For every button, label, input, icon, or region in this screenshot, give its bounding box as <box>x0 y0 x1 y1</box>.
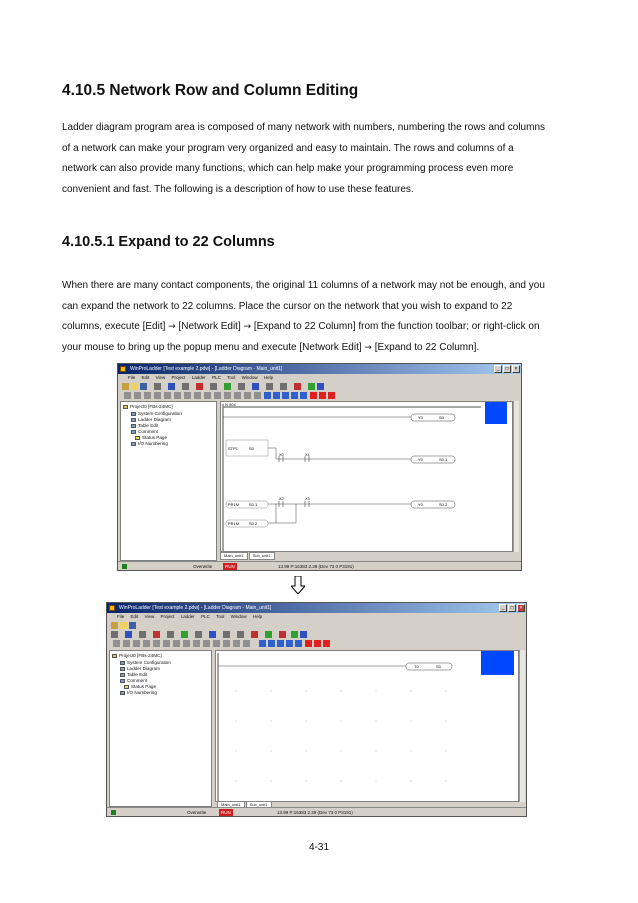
contact-icon[interactable] <box>224 392 231 399</box>
tool-icon[interactable] <box>168 383 175 390</box>
function-block-label: PR1M <box>228 521 240 526</box>
delete-icon[interactable] <box>310 392 317 399</box>
tree-node-project[interactable]: Project0 [FBs-24MC] <box>123 404 173 409</box>
project-icon <box>112 654 117 658</box>
body-text: your mouse to bring up the popup menu and execute [Network Edit] <box>62 341 365 353</box>
tool-icon[interactable] <box>317 383 324 390</box>
tool-icon[interactable] <box>252 383 259 390</box>
function-block-icon[interactable] <box>277 640 284 647</box>
menu-ladder[interactable]: Ladder <box>191 375 206 380</box>
function-block-icon[interactable] <box>282 392 289 399</box>
tool-icon[interactable] <box>265 631 272 638</box>
tool-icon[interactable] <box>125 631 132 638</box>
tab-main-unit[interactable]: Main_unit1 <box>217 801 245 809</box>
body-paragraph <box>62 276 574 358</box>
status-info: 13.99 P:16383 2.39 (Dev 73 0 P3191) <box>278 564 354 569</box>
close-button[interactable]: × <box>512 365 520 373</box>
tree-node-status-page[interactable]: Status Page <box>124 684 156 689</box>
status-icon <box>122 564 127 569</box>
contact-label: X2 <box>279 497 284 501</box>
screenshot-after-window <box>106 602 527 817</box>
tool-icon[interactable] <box>195 631 202 638</box>
page-icon <box>135 436 140 440</box>
status-info: 13.99 P:16383 2.39 (Dev 73 0 P3191) <box>277 810 353 815</box>
tree-node-table-edit[interactable]: Table Edit <box>131 423 158 428</box>
function-block-icon[interactable] <box>300 392 307 399</box>
tree-node-ladder-diagram[interactable]: Ladder Diagram <box>120 666 160 671</box>
tool-icon[interactable] <box>280 383 287 390</box>
tool-icon[interactable] <box>154 383 161 390</box>
screenshot-before-window <box>117 363 522 571</box>
tree-node-table-edit[interactable]: Table Edit <box>120 672 147 677</box>
contact-icon[interactable] <box>124 392 131 399</box>
status-icon <box>111 810 116 815</box>
window-title: WinProLadder [Test example 2.pdw] - [Ladder Diagram - Main_unit1] <box>119 605 272 611</box>
down-arrow-icon <box>291 576 305 594</box>
maximize-button[interactable]: □ <box>508 604 516 612</box>
status-bar <box>107 807 526 816</box>
ladder-toolbar <box>109 639 524 648</box>
coil-label: T0 <box>414 664 419 669</box>
page-icon <box>124 685 129 689</box>
unit-tabs <box>220 552 276 558</box>
menu-help[interactable]: Help <box>263 375 274 380</box>
function-block-operand: S0 <box>249 446 254 451</box>
cursor-highlight <box>481 651 514 675</box>
tool-icon[interactable] <box>279 631 286 638</box>
tree-node-comment[interactable]: Comment <box>120 678 147 683</box>
menu-help[interactable]: Help <box>252 614 263 619</box>
contact-icon[interactable] <box>213 640 220 647</box>
contact-icon[interactable] <box>193 640 200 647</box>
menu-window[interactable]: Window <box>230 614 247 619</box>
body-line: When there are many contact components, the original 11 columns of a network may not be enough, and you <box>62 280 545 291</box>
project-tree <box>120 401 217 561</box>
app-icon <box>109 605 115 611</box>
tool-icon[interactable] <box>111 631 118 638</box>
save-icon[interactable] <box>140 383 147 390</box>
contact-icon[interactable] <box>234 392 241 399</box>
new-file-icon[interactable] <box>111 622 118 629</box>
menu-file[interactable]: File <box>117 614 125 619</box>
tool-icon[interactable] <box>139 631 146 638</box>
maximize-button[interactable]: □ <box>503 365 511 373</box>
tree-node-status-page[interactable]: Status Page <box>135 435 167 440</box>
contact-icon[interactable] <box>154 392 161 399</box>
contact-icon[interactable] <box>184 392 191 399</box>
menu-bar <box>107 613 526 621</box>
comment-icon <box>120 679 125 683</box>
table-icon <box>120 673 125 677</box>
menu-project[interactable]: Project <box>160 614 175 619</box>
ladder-icon <box>131 418 136 422</box>
contact-label: X0 <box>279 453 284 457</box>
coil-operand: S0.2 <box>439 502 448 507</box>
contact-icon[interactable] <box>244 392 251 399</box>
page-number: 4-31 <box>309 842 330 853</box>
close-button[interactable]: × <box>517 604 525 612</box>
intro-line: of a network can make your program very organized and easy to maintain. The rows and columns of a <box>62 142 514 154</box>
tool-icon[interactable] <box>223 631 230 638</box>
status-mode: Overwrite <box>193 564 213 569</box>
subsection-title: 4.10.5.1 Expand to 22 Columns <box>62 234 275 250</box>
ladder-diagram-area[interactable] <box>215 650 519 802</box>
contact-icon[interactable] <box>113 640 120 647</box>
menu-view[interactable]: View <box>155 375 166 380</box>
function-block-label: STP1 <box>228 446 239 451</box>
function-block-icon[interactable] <box>291 392 298 399</box>
contact-icon[interactable] <box>183 640 190 647</box>
coil-operand: S0 <box>436 664 441 669</box>
tool-icon[interactable] <box>238 383 245 390</box>
contact-icon[interactable] <box>214 392 221 399</box>
function-block-icon[interactable] <box>268 640 275 647</box>
contact-icon[interactable] <box>203 640 210 647</box>
contact-icon[interactable] <box>164 392 171 399</box>
arrow-icon: → <box>168 322 176 332</box>
contact-icon[interactable] <box>204 392 211 399</box>
tool-icon[interactable] <box>300 631 307 638</box>
contact-icon[interactable] <box>123 640 130 647</box>
project-icon <box>123 405 128 409</box>
function-block-icon[interactable] <box>259 640 266 647</box>
status-bar <box>118 561 521 570</box>
menu-tool[interactable]: Tool <box>227 375 236 380</box>
body-text: [Expand to 22 Column]. <box>371 341 480 353</box>
tool-icon[interactable] <box>251 631 258 638</box>
comment-icon <box>131 430 136 434</box>
tool-icon[interactable] <box>210 383 217 390</box>
save-icon[interactable] <box>129 622 136 629</box>
menu-file[interactable]: File <box>128 375 136 380</box>
config-icon <box>120 661 125 665</box>
coil <box>406 663 452 670</box>
tab-main-unit[interactable]: Main_unit1 <box>220 552 248 560</box>
tool-icon[interactable] <box>291 631 298 638</box>
coil-operand: S0.1 <box>439 457 448 462</box>
contact-label: X3 <box>305 497 310 501</box>
tree-node-ladder-diagram[interactable]: Ladder Diagram <box>131 417 171 422</box>
delete-icon[interactable] <box>314 640 321 647</box>
tree-node-io-numbering[interactable]: I/O Numbering <box>120 690 157 695</box>
tree-node-system-config[interactable]: System Configuration <box>131 411 182 416</box>
contact-icon[interactable] <box>163 640 170 647</box>
window-title: WinProLadder [Test example 2.pdw] - [Ladder Diagram - Main_unit1] <box>130 366 283 372</box>
intro-line: network can also provide many functions, which can help make your programming process even more <box>62 163 514 174</box>
contact-icon[interactable] <box>134 392 141 399</box>
function-block-icon[interactable] <box>286 640 293 647</box>
contact-icon[interactable] <box>233 640 240 647</box>
minimize-button[interactable]: _ <box>494 365 502 373</box>
contact-icon[interactable] <box>243 640 250 647</box>
menu-window[interactable]: Window <box>241 375 258 380</box>
tab-sub-unit[interactable]: Sub_unit1 <box>249 552 275 560</box>
menu-view[interactable]: View <box>144 614 155 619</box>
contact-label: X1 <box>305 453 310 457</box>
vertical-scrollbar[interactable] <box>513 401 519 552</box>
body-text: [Expand to 22 Column] from the function toolbar; or right-click on <box>251 321 540 332</box>
edit-toolbar <box>109 630 524 639</box>
menu-edit[interactable]: Edit <box>141 375 150 380</box>
tool-icon[interactable] <box>167 631 174 638</box>
coil-operand: S0 <box>439 415 444 420</box>
tool-icon[interactable] <box>266 383 273 390</box>
body-text: columns, execute [Edit] <box>62 321 169 332</box>
network-label: N 004 <box>225 402 236 407</box>
contact-icon[interactable] <box>194 392 201 399</box>
contact-icon[interactable] <box>223 640 230 647</box>
open-folder-icon[interactable] <box>131 383 138 390</box>
coil-label: Y0 <box>418 502 423 507</box>
tree-node-comment[interactable]: Comment <box>131 429 158 434</box>
status-run: RUN <box>225 564 235 569</box>
delete-icon[interactable] <box>323 640 330 647</box>
status-mode: Overwrite <box>187 810 207 815</box>
contact-icon[interactable] <box>153 640 160 647</box>
table-icon <box>131 424 136 428</box>
menu-bar <box>118 374 521 382</box>
function-block-icon[interactable] <box>264 392 271 399</box>
contact-icon[interactable] <box>143 640 150 647</box>
tool-icon[interactable] <box>196 383 203 390</box>
delete-icon[interactable] <box>328 392 335 399</box>
body-line <box>62 317 574 338</box>
contact-icon[interactable] <box>144 392 151 399</box>
vertical-scrollbar[interactable] <box>519 650 525 802</box>
tree-node-io-numbering[interactable]: I/O Numbering <box>131 441 168 446</box>
tool-icon[interactable] <box>237 631 244 638</box>
menu-ladder[interactable]: Ladder <box>180 614 195 619</box>
ladder-diagram-area[interactable] <box>220 401 513 552</box>
function-block-icon[interactable] <box>295 640 302 647</box>
ladder-icon <box>120 667 125 671</box>
cursor-highlight <box>485 402 507 424</box>
tool-icon[interactable] <box>209 631 216 638</box>
status-run: RUN <box>221 810 231 815</box>
arrow-icon: → <box>364 342 372 353</box>
tool-icon[interactable] <box>153 631 160 638</box>
io-icon <box>131 442 136 446</box>
arrow-icon: → <box>243 322 252 332</box>
project-tree <box>109 650 212 807</box>
open-folder-icon[interactable] <box>120 622 127 629</box>
menu-project[interactable]: Project <box>171 375 186 380</box>
body-line <box>62 338 574 359</box>
new-file-icon[interactable] <box>122 383 129 390</box>
delete-icon[interactable] <box>305 640 312 647</box>
tool-icon[interactable] <box>181 631 188 638</box>
function-block-operand: S0.2 <box>249 521 258 526</box>
contact-icon[interactable] <box>254 392 261 399</box>
body-text: [Network Edit] <box>175 321 244 332</box>
intro-line: Ladder diagram program area is composed of many network with numbers, numbering the rows and columns <box>62 122 546 133</box>
ladder-toolbar <box>120 391 519 400</box>
function-block-label: PR1M <box>228 502 240 507</box>
minimize-button[interactable]: _ <box>499 604 507 612</box>
intro-paragraph <box>62 118 574 200</box>
tool-icon[interactable] <box>182 383 189 390</box>
coil-label: Y0 <box>418 415 423 420</box>
menu-plc[interactable]: PLC <box>201 614 210 619</box>
io-icon <box>120 691 125 695</box>
delete-icon[interactable] <box>319 392 326 399</box>
menu-edit[interactable]: Edit <box>130 614 139 619</box>
main-toolbar <box>109 621 524 630</box>
menu-tool[interactable]: Tool <box>216 614 225 619</box>
menu-plc[interactable]: PLC <box>212 375 221 380</box>
tab-sub-unit[interactable]: Sub_unit1 <box>246 801 272 809</box>
app-icon <box>120 366 126 372</box>
function-block-operand: S0.1 <box>249 502 258 507</box>
function-block-icon[interactable] <box>273 392 280 399</box>
section-title: 4.10.5 Network Row and Column Editing <box>62 82 359 99</box>
window-titlebar <box>118 364 521 374</box>
contact-icon[interactable] <box>133 640 140 647</box>
tree-node-project[interactable]: Project0 [FBs-24MC] <box>112 653 162 658</box>
intro-line: convenient and fast. The following is a description of how to use these features. <box>62 183 414 195</box>
contact-icon[interactable] <box>174 392 181 399</box>
window-titlebar <box>107 603 526 613</box>
grid-dots <box>236 691 447 782</box>
body-line: can expand the network to 22 columns. Place the cursor on the network that you wish to expand to 22 <box>62 300 513 312</box>
tree-node-system-config[interactable]: System Configuration <box>120 660 171 665</box>
tool-icon[interactable] <box>308 383 315 390</box>
tool-icon[interactable] <box>224 383 231 390</box>
config-icon <box>131 412 136 416</box>
tool-icon[interactable] <box>294 383 301 390</box>
coil-label: Y0 <box>418 457 423 462</box>
main-toolbar <box>120 382 519 391</box>
contact-icon[interactable] <box>173 640 180 647</box>
